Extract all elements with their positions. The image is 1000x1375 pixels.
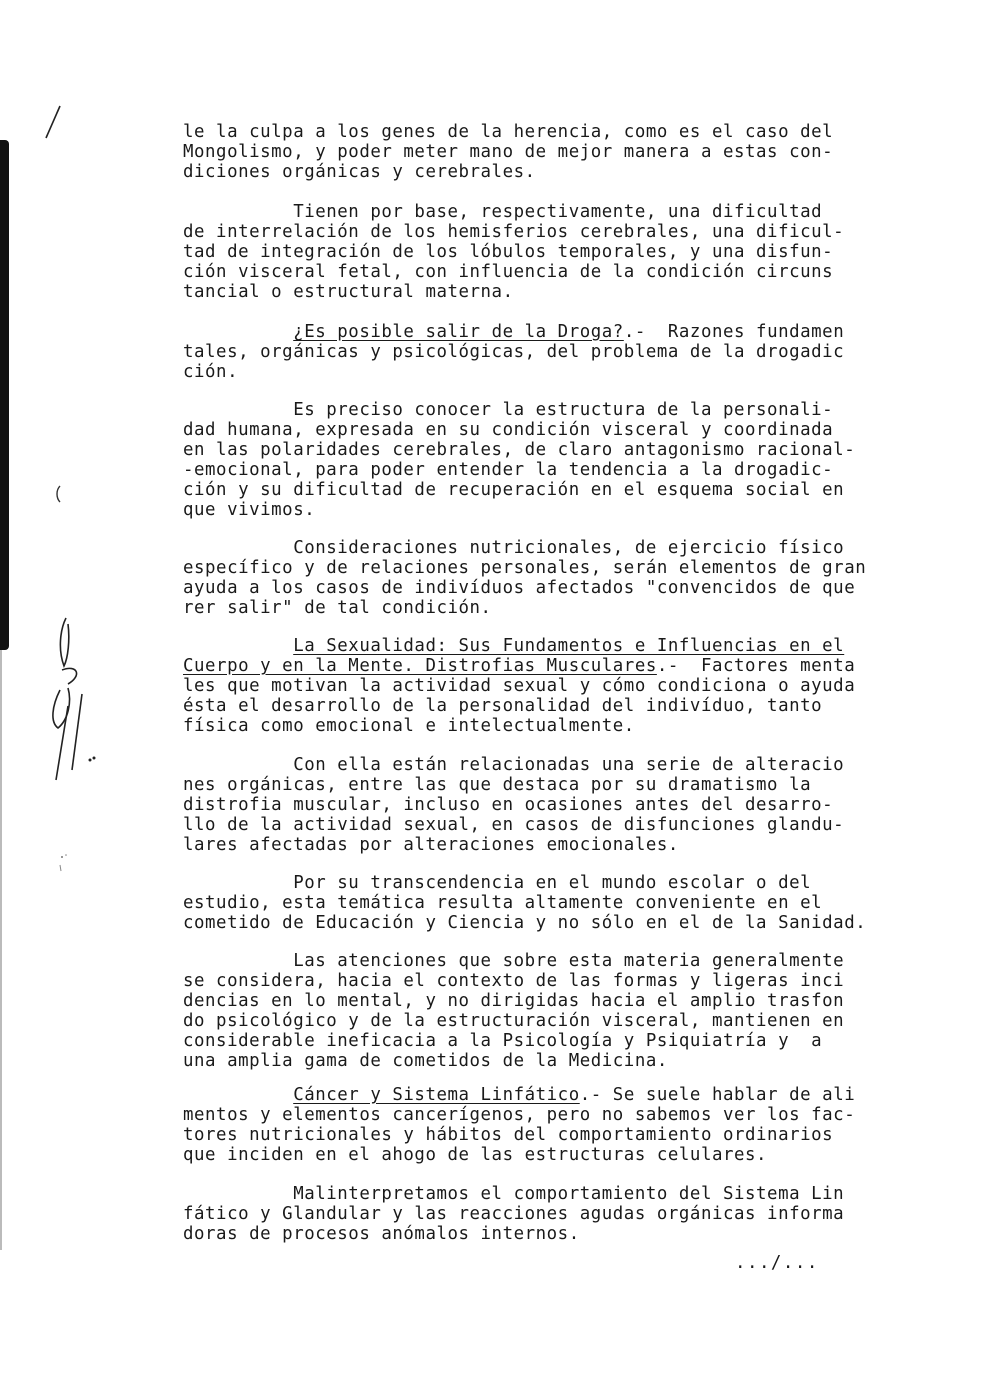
section-heading-sexualidad-2: Cuerpo y en la Mente. Distrofias Musculares — [183, 656, 657, 676]
p2-line-5: tancial o estructural materna. — [183, 282, 514, 302]
p4-line-5: ción y su dificultad de recuperación en el esquema social en — [183, 480, 845, 500]
p7-line-5: lares afectadas por alteraciones emocionales. — [183, 835, 679, 855]
p4-line-4: -emocional, para poder entender la tendencia a la drogadic- — [183, 460, 834, 480]
paragraph-4 — [183, 400, 923, 520]
handwritten-signature — [38, 610, 108, 790]
p2-line-2: de interrelación de los hemisferios cerebrales, una dificul- — [183, 222, 845, 242]
p4-line-6: que vivimos. — [183, 500, 316, 520]
p6-line-3: les que motivan la actividad sexual y cómo condiciona o ayuda — [183, 676, 856, 696]
paragraph-5 — [183, 538, 923, 618]
scan-binding-shadow — [0, 140, 9, 650]
paragraph-2 — [183, 202, 923, 302]
section-heading-droga: ¿Es posible salir de la Droga? — [293, 322, 624, 342]
p5-line-2: específico y de relaciones personales, serán elementos de gran — [183, 558, 867, 578]
p7-line-4: llo de la actividad sexual, en casos de disfunciones glandu- — [183, 815, 845, 835]
margin-tick-mark — [50, 484, 70, 504]
p11-line-2: fático y Glandular y las reacciones agudas orgánicas informa — [183, 1204, 845, 1224]
paragraph-10 — [183, 1085, 923, 1165]
p9-line-5: considerable ineficacia a la Psicología y Psiquiatría y a — [183, 1031, 823, 1051]
p8-line-2: estudio, esta temática resulta altamente conveniente en el — [183, 893, 823, 913]
p7-line-3: distrofia muscular, incluso en ocasiones antes del desarro- — [183, 795, 834, 815]
paragraph-8 — [183, 873, 923, 933]
p9-line-4: do psicológico y de la estructuración visceral, mantienen en — [183, 1011, 845, 1031]
p6-line-2-rest: .- Factores menta — [656, 656, 856, 676]
p11-line-3: doras de procesos anómalos internos. — [183, 1224, 580, 1244]
pen-stroke-mark — [38, 98, 98, 148]
p3-line-2: tales, orgánicas y psicológicas, del problema de la drogadic — [183, 342, 845, 362]
p11-line-1: Malinterpretamos el comportamiento del Sistema Lin — [183, 1184, 845, 1204]
p6-line-5: física como emocional e intelectualmente. — [183, 716, 635, 736]
p1-line-3: diciones orgánicas y cerebrales. — [183, 162, 536, 182]
p9-line-2: se considera, hacia el contexto de las formas y ligeras inci — [183, 971, 845, 991]
p7-line-2: nes orgánicas, entre las que destaca por su dramatismo la — [183, 775, 812, 795]
paragraph-3 — [183, 322, 923, 382]
scan-speck — [52, 845, 82, 875]
continuation-mark: .../... — [735, 1253, 819, 1273]
p9-line-3: dencias en lo mental, y no dirigidas hacia el amplio trasfon — [183, 991, 845, 1011]
p5-line-1: Consideraciones nutricionales, de ejercicio físico — [183, 538, 845, 558]
paragraph-1 — [183, 122, 923, 182]
p5-line-4: rer salir" de tal condición. — [183, 598, 492, 618]
scan-edge-line — [0, 650, 2, 1250]
p3-line-3: ción. — [183, 362, 239, 382]
paragraph-11 — [183, 1184, 923, 1244]
p4-line-1: Es preciso conocer la estructura de la personali- — [183, 400, 834, 420]
p10-line-3: tores nutricionales y hábitos del comportamiento ordinarios — [183, 1125, 834, 1145]
p10-line-2: mentos y elementos cancerígenos, pero no sabemos ver los fac- — [183, 1105, 856, 1125]
p3-line-1-rest: .- Razones fundamen — [623, 322, 845, 342]
p6-line-4: ésta el desarrollo de la personalidad del indivíduo, tanto — [183, 696, 823, 716]
section-heading-sexualidad-1: La Sexualidad: Sus Fundamentos e Influencias en el — [293, 636, 845, 656]
p2-line-1: Tienen por base, respectivamente, una dificultad — [183, 202, 823, 222]
paragraph-7 — [183, 755, 923, 855]
p4-line-2: dad humana, expresada en su condición visceral y coordinada — [183, 420, 834, 440]
p1-line-2: Mongolismo, y poder meter mano de mejor manera a estas con- — [183, 142, 834, 162]
p8-line-3: cometido de Educación y Ciencia y no sólo en el de la Sanidad. — [183, 913, 867, 933]
paragraph-9 — [183, 951, 923, 1071]
p2-line-3: tad de integración de los lóbulos temporales, y una disfun- — [183, 242, 834, 262]
section-heading-cancer: Cáncer y Sistema Linfático — [293, 1085, 580, 1105]
p10-line-1-rest: .- Se suele hablar de ali — [579, 1085, 856, 1105]
p9-line-1: Las atenciones que sobre esta materia generalmente — [183, 951, 845, 971]
paragraph-6 — [183, 636, 923, 736]
p9-line-6: una amplia gama de cometidos de la Medicina. — [183, 1051, 668, 1071]
p8-line-1: Por su transcendencia en el mundo escolar o del — [183, 873, 812, 893]
p10-line-4: que inciden en el ahogo de las estructuras celulares. — [183, 1145, 768, 1165]
p7-line-1: Con ella están relacionadas una serie de alteracio — [183, 755, 845, 775]
p2-line-4: ción visceral fetal, con influencia de la condición circuns — [183, 262, 834, 282]
p5-line-3: ayuda a los casos de indivíduos afectados "convencidos de que — [183, 578, 856, 598]
p4-line-3: en las polaridades cerebrales, de claro antagonismo racional- — [183, 440, 856, 460]
p1-line-1: le la culpa a los genes de la herencia, como es el caso del — [183, 122, 834, 142]
